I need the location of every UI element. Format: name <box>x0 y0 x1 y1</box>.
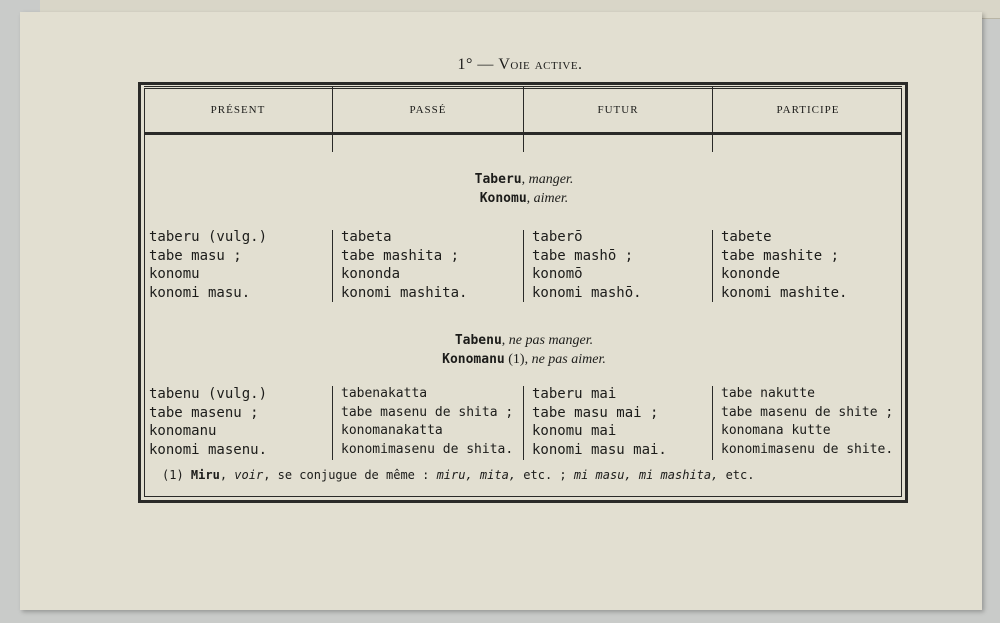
group1-title-line1: Taberu, manger. <box>474 172 574 187</box>
group2-present: tabenu (vulg.) tabe masenu ; konomanu konomi masenu. <box>149 386 268 458</box>
column-header-passe: PASSÉ <box>409 104 447 116</box>
group1-futur: taberō tabe mashō ; konomō konomi mashō. <box>532 229 642 301</box>
column-header-present: PRÉSENT <box>210 104 266 116</box>
column-divider <box>712 386 713 460</box>
group2-futur: taberu mai tabe masu mai ; konomu mai konomi masu mai. <box>532 386 667 458</box>
column-divider <box>712 230 713 302</box>
group2-passe: tabenakatta tabe masenu de shita ; konomanakatta konomimasenu de shita. <box>341 386 514 457</box>
column-header-participe: PARTICIPE <box>776 104 840 116</box>
column-divider <box>332 230 333 302</box>
column-divider <box>523 230 524 302</box>
group2-participe: tabe nakutte tabe masenu de shite ; konomana kutte konomimasenu de shite. <box>721 386 894 457</box>
group2-title-line2: Konomanu (1), ne pas aimer. <box>442 352 606 367</box>
heading-dash: — <box>477 56 494 73</box>
group2-title-line1: Tabenu, ne pas manger. <box>454 333 594 348</box>
group1-passe: tabeta tabe mashita ; kononda konomi mashita. <box>341 229 468 301</box>
column-divider <box>332 386 333 460</box>
section-heading <box>420 56 620 74</box>
group1-present: taberu (vulg.) tabe masu ; konomu konomi masu. <box>149 229 268 301</box>
header-divider <box>712 86 713 152</box>
footnote: (1) Miru, voir, se conjugue de même : miru, mita, etc. ; mi masu, mi mashita, etc. <box>162 468 755 482</box>
heading-number: 1° <box>457 56 473 73</box>
group1-participe: tabete tabe mashite ; kononde konomi mashite. <box>721 229 848 301</box>
column-header-futur: FUTUR <box>597 104 639 116</box>
heading-title: Voie active. <box>498 56 583 73</box>
header-divider <box>332 86 333 152</box>
group1-title-line2: Konomu, aimer. <box>479 191 569 206</box>
header-divider <box>523 86 524 152</box>
column-divider <box>523 386 524 460</box>
